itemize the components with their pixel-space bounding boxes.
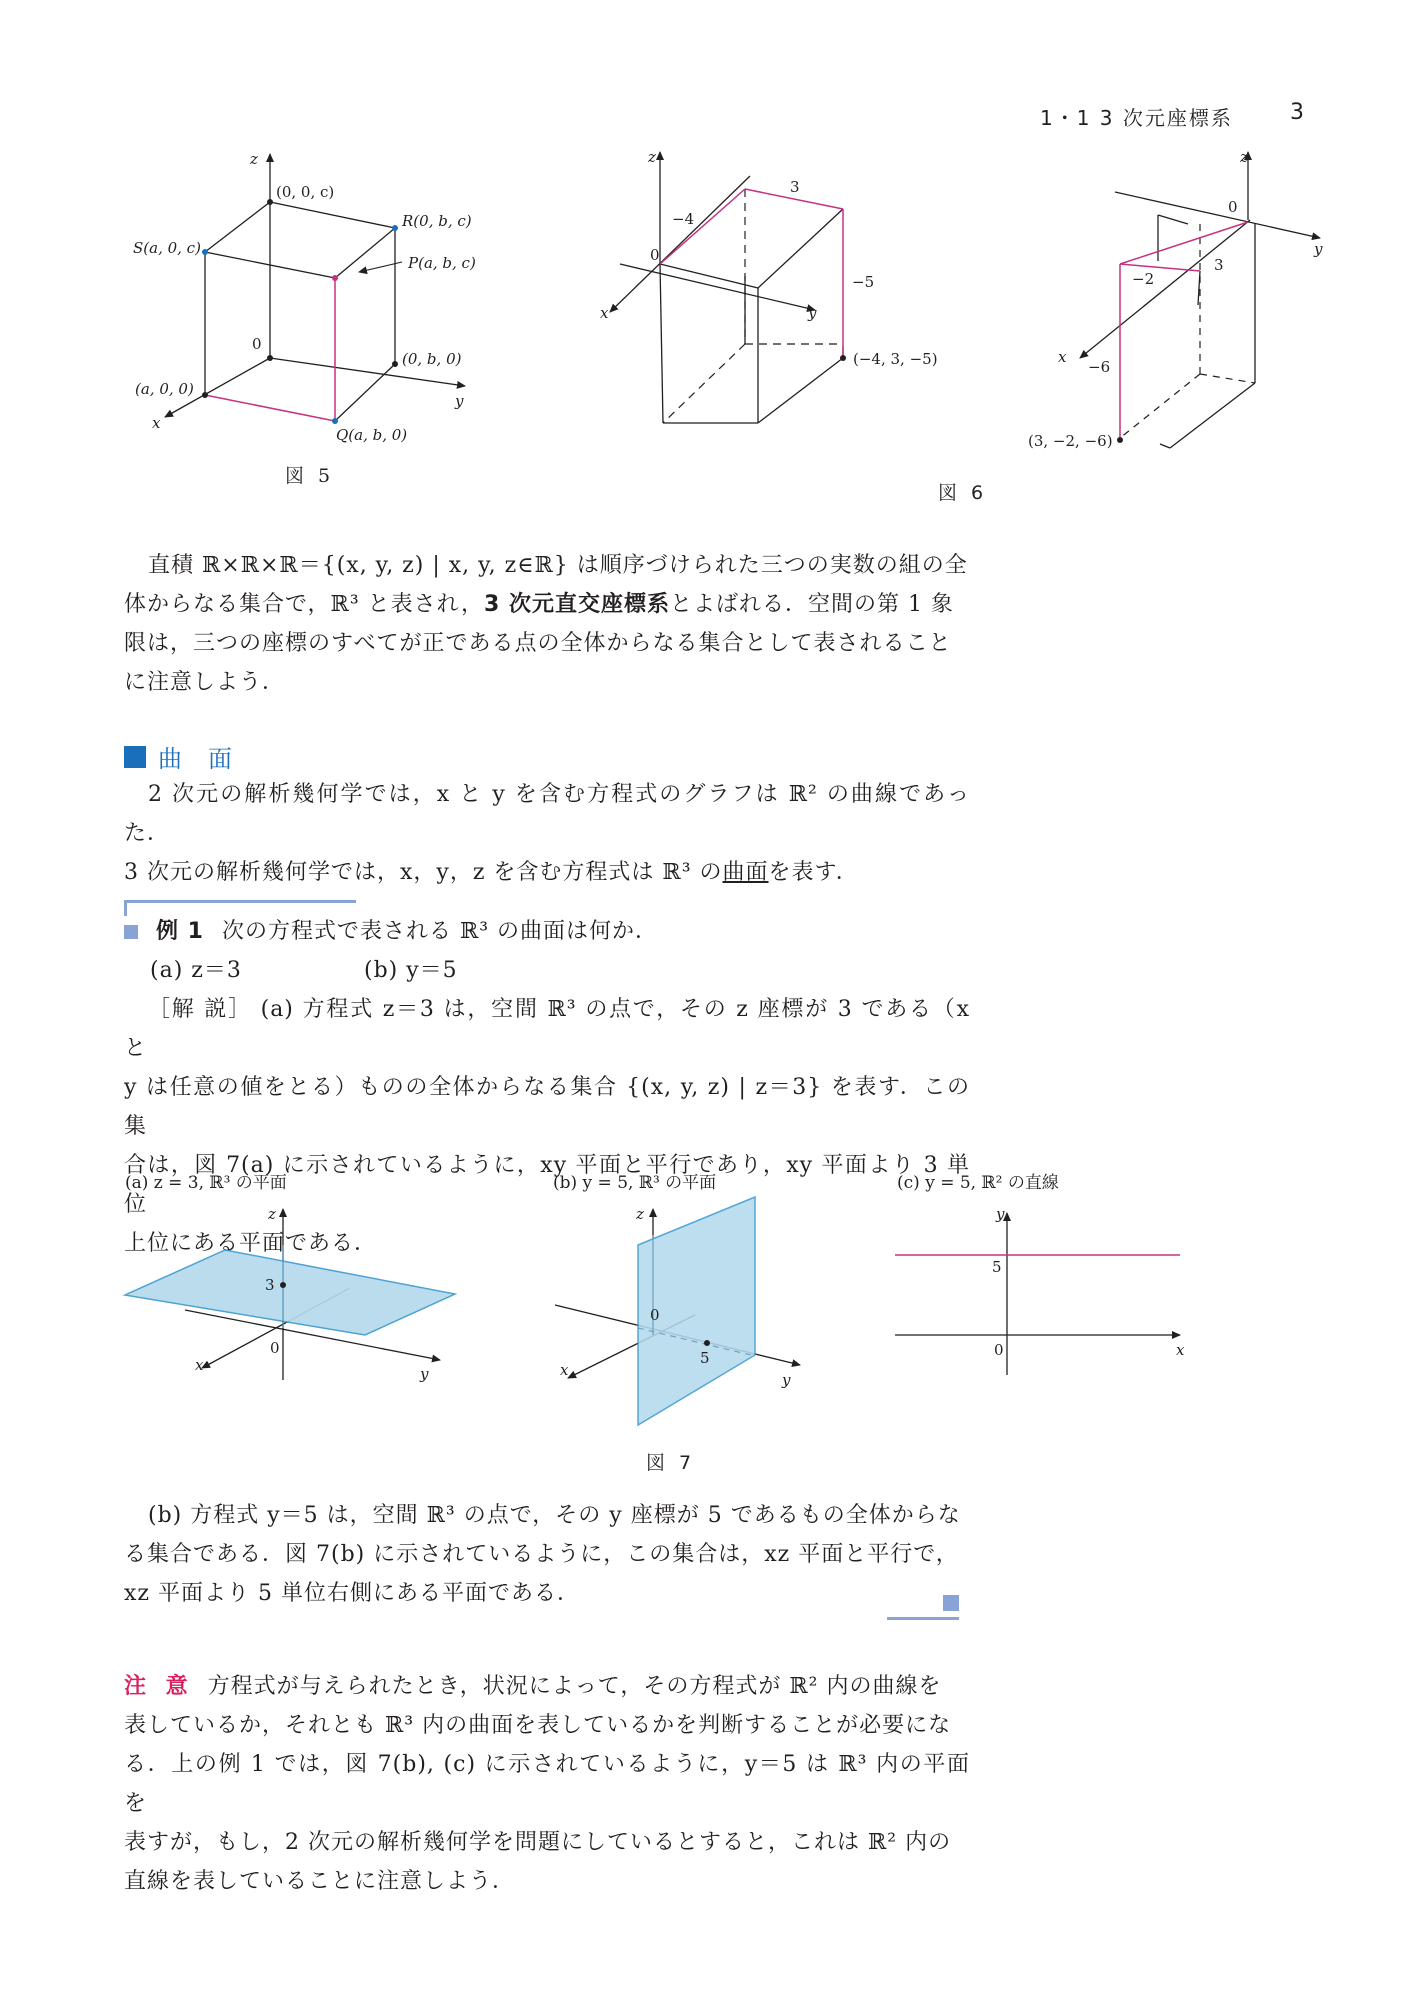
fig6l-minus5: −5 <box>852 273 875 291</box>
fig5-caption: 図 5 <box>285 465 335 487</box>
example-marker <box>124 925 138 939</box>
fig6r-y-label: y <box>1314 240 1323 258</box>
term-surface: 曲面 <box>722 860 769 885</box>
fig6r-point: (3, −2, −6) <box>1028 432 1113 450</box>
figure-7c <box>890 1195 1190 1385</box>
fig6r-three: 3 <box>1214 256 1224 274</box>
fig7b-y-label: y <box>782 1371 791 1389</box>
note-paragraph <box>124 1667 970 1901</box>
example-label: 例 1 <box>156 919 204 944</box>
para1-line2c: とよばれる．空間の第 1 象 <box>669 592 954 617</box>
para1-line4: に注意しよう． <box>124 670 286 695</box>
page-number: 3 <box>1290 100 1306 125</box>
para1-line3: 限は，三つの座標のすべてが正である点の全体からなる集合として表されること <box>124 631 952 656</box>
para1-line2a: 体からなる集合で，ℝ³ と表され， <box>124 592 484 617</box>
fig7a-y-label: y <box>420 1365 429 1383</box>
figure-7a <box>120 1195 470 1395</box>
figure-7b <box>550 1195 800 1435</box>
example-rule-vertical <box>124 900 127 916</box>
fig7b-x-label: x <box>560 1361 569 1379</box>
fig5-label-Q: Q(a, b, 0) <box>336 426 408 444</box>
solution-line2: y は任意の値をとる）ものの全体からなる集合 {(x, y, z) | z＝3} を表す．この集 <box>124 1075 970 1139</box>
fig6-caption: 図 6 <box>938 482 988 504</box>
fig6r-origin: 0 <box>1228 198 1238 216</box>
solution-b-line3: xz 平面より 5 単位右側にある平面である． <box>124 1581 580 1606</box>
para2-line2 <box>124 853 970 892</box>
fig7b-z-label: z <box>636 1205 644 1223</box>
example-option-b: (b) y＝5 <box>364 958 458 983</box>
para1-line2 <box>124 585 970 624</box>
fig7c-origin: 0 <box>994 1341 1004 1359</box>
fig5-y-label: y <box>455 392 464 410</box>
fig6l-x-label: x <box>600 304 609 322</box>
figure-6-left <box>590 140 970 440</box>
running-header-section: 1・1 3 次元座標系 <box>1040 106 1233 130</box>
fig7b-five: 5 <box>700 1349 710 1367</box>
fig6l-y-label: y <box>808 304 817 322</box>
example-question-text: 次の方程式で表される ℝ³ の曲面は何か． <box>221 919 659 944</box>
fig7c-y-label: y <box>996 1205 1005 1223</box>
solution-line3: 合は，図 7(a) に示されているように，xy 平面と平行であり，xy 平面より 3 単位 <box>124 1153 970 1217</box>
fig6r-x-label: x <box>1058 348 1067 366</box>
fig7c-x-label: x <box>1176 1341 1185 1359</box>
section-title: 曲面 <box>158 745 258 773</box>
fig6l-three: 3 <box>790 178 800 196</box>
para2-line2c: を表す． <box>768 860 859 885</box>
fig7b-title: (b) y = 5, ℝ³ の平面 <box>553 1173 717 1193</box>
fig7b-origin: 0 <box>650 1306 660 1324</box>
fig6r-minus6: −6 <box>1088 358 1111 376</box>
fig7a-three: 3 <box>265 1276 275 1294</box>
note-line3: る．上の例 1 では，図 7(b), (c) に示されているように，y＝5 は ℝ³ 内の平面を <box>124 1752 970 1816</box>
section-heading <box>124 739 258 774</box>
fig5-origin: 0 <box>252 335 262 353</box>
fig7c-five: 5 <box>992 1258 1002 1276</box>
paragraph-product-space <box>124 546 970 702</box>
para2-line1: 2 次元の解析幾何学では，x と y を含む方程式のグラフは ℝ² の曲線であった． <box>124 782 970 846</box>
example-end-marker <box>943 1595 959 1611</box>
fig5-label-a00: (a, 0, 0) <box>135 380 194 398</box>
fig7a-origin: 0 <box>270 1339 280 1357</box>
fig7a-title: (a) z = 3, ℝ³ の平面 <box>125 1173 287 1193</box>
fig7-caption: 図 7 <box>646 1452 696 1474</box>
fig5-label-P: P(a, b, c) <box>408 254 476 272</box>
example-question <box>156 912 970 951</box>
fig5-x-label: x <box>152 414 161 432</box>
fig7a-z-label: z <box>268 1205 276 1223</box>
fig6l-minus4: −4 <box>672 210 695 228</box>
figure-5 <box>130 140 490 490</box>
example-rule-top <box>124 900 356 903</box>
fig7c-title: (c) y = 5, ℝ² の直線 <box>897 1173 1059 1193</box>
fig6r-minus2: −2 <box>1132 270 1155 288</box>
note-label: 注 意 <box>124 1674 194 1699</box>
note-line4: 表すが，もし，2 次元の解析幾何学を問題にしているとすると，これは ℝ² 内の <box>124 1830 952 1855</box>
fig5-label-00c: (0, 0, c) <box>276 183 335 201</box>
fig5-label-S: S(a, 0, c) <box>133 239 201 257</box>
solution-b-line1: (b) 方程式 y＝5 は，空間 ℝ³ の点で，その y 座標が 5 であるもの全体からな <box>148 1503 961 1528</box>
example-options <box>150 951 970 990</box>
solution-line4: 上位にある平面である． <box>124 1231 378 1256</box>
term-3d-coordinate-system: 3 次元直交座標系 <box>483 592 670 617</box>
para2-line2a: 3 次元の解析幾何学では，x，y，z を含む方程式は ℝ³ の <box>124 860 723 885</box>
example-rule-bottom <box>887 1617 959 1620</box>
note-line1: 方程式が与えられたとき，状況によって，その方程式が ℝ² 内の曲線を <box>207 1674 942 1699</box>
fig5-z-label: z <box>250 150 258 168</box>
fig6l-point: (−4, 3, −5) <box>853 350 938 368</box>
para1-line1: 直積 ℝ×ℝ×ℝ＝{(x, y, z) | x, y, z∈ℝ} は順序づけられた三つの実数の組の全 <box>148 553 968 578</box>
note-line2: 表しているか，それとも ℝ³ 内の曲面を表しているかを判断することが必要にな <box>124 1713 952 1738</box>
fig6r-z-label: z <box>1240 148 1248 166</box>
fig5-label-R: R(0, b, c) <box>402 212 472 230</box>
solution-b-line2: る集合である．図 7(b) に示されているように，この集合は，xz 平面と平行で， <box>124 1542 959 1567</box>
fig6l-z-label: z <box>648 148 656 166</box>
fig5-label-0b0: (0, b, 0) <box>402 350 462 368</box>
solution-line1: ［解 説］ (a) 方程式 z＝3 は，空間 ℝ³ の点で，その z 座標が 3 である（x と <box>124 997 970 1061</box>
section-marker <box>124 746 146 768</box>
example-solution-b <box>124 1496 970 1613</box>
paragraph-surfaces <box>124 775 970 892</box>
fig6l-origin: 0 <box>650 246 660 264</box>
figure-6-right <box>1020 140 1340 470</box>
note-line5: 直線を表していることに注意しよう． <box>124 1869 516 1894</box>
example-option-a: (a) z＝3 <box>150 958 242 983</box>
fig7a-x-label: x <box>195 1356 204 1374</box>
